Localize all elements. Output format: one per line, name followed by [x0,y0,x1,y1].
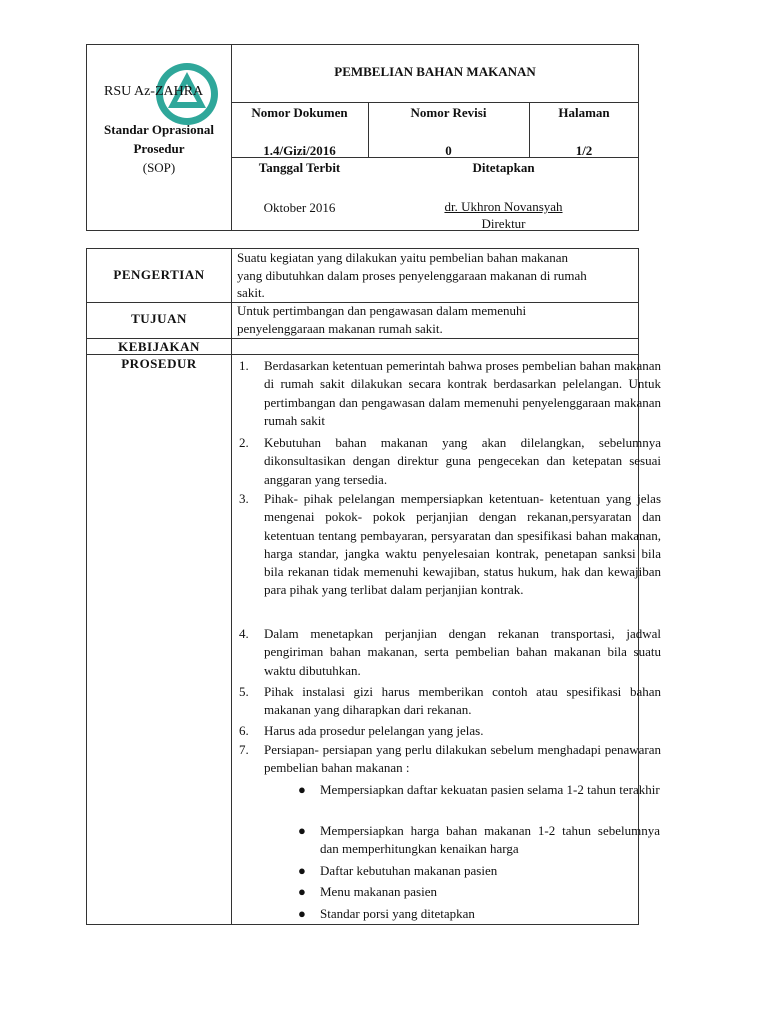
bullet-item-3 [298,862,660,881]
bullet-text: Standar porsi yang ditetapkan [320,906,475,921]
sop-line-1: Standar Oprasional [104,122,214,137]
bullet-text: Menu makanan pasien [320,884,437,899]
procedure-item-2 [239,434,661,490]
bullet-item-2 [298,822,660,860]
bullet-item-5 [298,905,660,924]
bullet-icon: ● [298,884,306,899]
procedure-item-7 [239,741,661,779]
kebijakan-label: KEBIJAKAN [118,339,200,354]
pengertian-line-1: Suatu kegiatan yang dilakukan yaitu pembelian bahan makanan [237,250,569,265]
bullet-item-1 [298,781,660,819]
bullet-text: Mempersiapkan harga bahan makanan 1-2 tahun sebelumnya dan memperhitungkan kenaikan harga [320,823,660,857]
prosedur-label: PROSEDUR [121,356,197,371]
item-text: Pihak- pihak pelelangan mempersiapkan ketentuan- ketentuan yang jelas mengenai pokok- pokok perjanjian dengan rekanan,persyaratan dan ketentuan tentang pembayaran, persyaratan dan spesifikasi bahan makanan, harga standar, jangka waktu penyelesaian kontrak, penetapan sanksi bila bila rekanan tidak memenuhi kewajiban, status hukum, hak dan kewajiban para pihak yang terlibat dalam perjanjian kontrak. [264,491,661,598]
issue-date-value: Oktober 2016 [263,200,336,215]
item-number: 4. [239,626,249,641]
item-text: Persiapan- persiapan yang perlu dilakukan sebelum menghadapi penawaran pembelian bahan makanan : [264,742,661,776]
page-label: Halaman [558,105,610,120]
item-text: Dalam menetapkan perjanjian dengan rekanan transportasi, jadwal pengiriman bahan makanan, serta pembelian bahan makanan bila suatu waktu dibutuhkan. [264,626,661,678]
item-text: Kebutuhan bahan makanan yang akan dilelangkan, sebelumnya dikonsultasikan dengan direktur guna pengecekan dan ketepatan sesuai anggaran yang tersedia. [264,435,661,487]
bullet-item-4 [298,883,660,902]
revision-label: Nomor Revisi [410,105,487,120]
procedure-item-3 [239,490,661,624]
revision-value: 0 [445,143,452,158]
pengertian-label: PENGERTIAN [113,267,205,282]
item-text: Pihak instalasi gizi harus memberikan contoh atau spesifikasi bahan makanan yang diharapkan dari rekanan. [264,684,661,718]
item-number: 7. [239,742,249,757]
doc-number-value: 1.4/Gizi/2016 [263,143,336,158]
doc-number-label: Nomor Dokumen [251,105,348,120]
procedure-item-5 [239,683,661,721]
item-number: 3. [239,491,249,506]
approver-title: Direktur [481,216,526,231]
tujuan-line-1: Untuk pertimbangan dan pengawasan dalam memenuhi [237,303,527,318]
bullet-icon: ● [298,782,306,797]
pengertian-line-3: sakit. [237,285,265,300]
item-number: 2. [239,435,249,450]
bullet-icon: ● [298,823,306,838]
bullet-icon: ● [298,863,306,878]
page-value: 1/2 [575,143,593,158]
bullet-text: Daftar kebutuhan makanan pasien [320,863,498,878]
item-number: 5. [239,684,249,699]
approver-name: dr. Ukhron Novansyah [444,199,563,214]
procedure-item-6 [239,722,661,741]
issue-date-label: Tanggal Terbit [258,160,341,175]
approved-label: Ditetapkan [472,160,535,175]
org-name: RSU Az-ZAHRA [104,84,204,99]
pengertian-line-2: yang dibutuhkan dalam proses penyelenggaraan makanan di rumah [237,268,587,283]
tujuan-line-2: penyelenggaraan makanan rumah sakit. [237,321,443,336]
bullet-text: Mempersiapkan daftar kekuatan pasien selama 1-2 tahun terakhir [320,782,660,797]
bullet-icon: ● [298,906,306,921]
tujuan-label: TUJUAN [131,311,187,326]
procedure-item-4 [239,625,661,681]
sop-line-2: Prosedur [133,141,185,156]
item-text: Harus ada prosedur pelelangan yang jelas. [264,723,484,738]
item-number: 6. [239,723,249,738]
procedure-item-1 [239,357,661,432]
document-title: PEMBELIAN BAHAN MAKANAN [334,64,536,79]
sop-line-3: (SOP) [142,160,176,175]
item-text: Berdasarkan ketentuan pemerintah bahwa proses pembelian bahan makanan di rumah sakit dilakukan secara kontrak berdasarkan pelelangan. Untuk pertimbangan dan pengawasan dalam memenuhi penyelenggaraan makanan rumah sakit [264,358,661,428]
item-number: 1. [239,358,249,373]
